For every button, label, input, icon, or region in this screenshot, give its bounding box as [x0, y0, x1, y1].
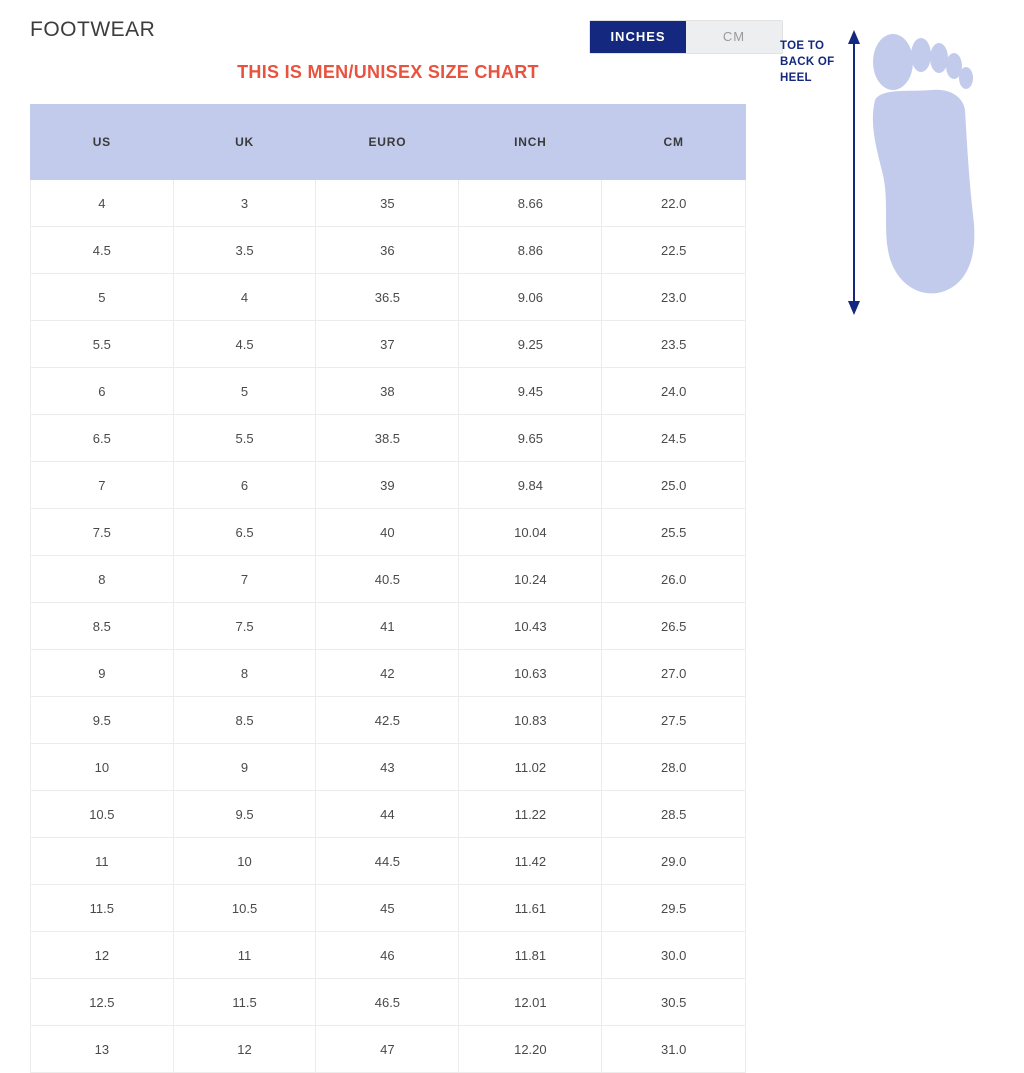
table-cell-inch: 11.02 [459, 744, 602, 791]
table-row [31, 744, 746, 791]
table-cell-cm: 30.5 [602, 979, 746, 1026]
table-cell-us: 12.5 [31, 979, 174, 1026]
table-row [31, 180, 746, 227]
table-cell-us: 7 [31, 462, 174, 509]
table-cell-inch: 11.42 [459, 838, 602, 885]
table-cell-uk: 10 [173, 838, 316, 885]
unit-toggle[interactable] [589, 20, 783, 54]
table-cell-us: 5 [31, 274, 174, 321]
table-cell-uk: 11.5 [173, 979, 316, 1026]
table-cell-inch: 12.01 [459, 979, 602, 1026]
table-row [31, 697, 746, 744]
table-cell-us: 4 [31, 180, 174, 227]
table-header-row [31, 105, 746, 180]
table-cell-uk: 8.5 [173, 697, 316, 744]
table-cell-uk: 9 [173, 744, 316, 791]
table-cell-cm: 27.0 [602, 650, 746, 697]
table-row [31, 274, 746, 321]
table-row [31, 791, 746, 838]
table-row [31, 932, 746, 979]
table-cell-us: 8 [31, 556, 174, 603]
table-cell-inch: 9.45 [459, 368, 602, 415]
table-cell-uk: 4 [173, 274, 316, 321]
column-header-us: US [31, 105, 174, 180]
table-cell-euro: 44 [316, 791, 459, 838]
table-row [31, 368, 746, 415]
column-header-cm: CM [602, 105, 746, 180]
table-row [31, 415, 746, 462]
table-cell-inch: 11.22 [459, 791, 602, 838]
table-row [31, 321, 746, 368]
table-cell-uk: 6 [173, 462, 316, 509]
table-row [31, 556, 746, 603]
double-arrow-vertical-icon [844, 30, 864, 315]
table-row [31, 227, 746, 274]
table-row [31, 509, 746, 556]
table-cell-cm: 23.0 [602, 274, 746, 321]
table-cell-cm: 25.0 [602, 462, 746, 509]
table-cell-euro: 44.5 [316, 838, 459, 885]
table-cell-us: 12 [31, 932, 174, 979]
table-cell-uk: 10.5 [173, 885, 316, 932]
unit-button-cm[interactable]: CM [686, 21, 782, 53]
table-cell-inch: 10.24 [459, 556, 602, 603]
table-cell-us: 4.5 [31, 227, 174, 274]
table-cell-euro: 46 [316, 932, 459, 979]
table-cell-cm: 28.0 [602, 744, 746, 791]
table-cell-uk: 5 [173, 368, 316, 415]
table-cell-euro: 40.5 [316, 556, 459, 603]
table-cell-euro: 45 [316, 885, 459, 932]
table-cell-cm: 24.5 [602, 415, 746, 462]
table-cell-euro: 37 [316, 321, 459, 368]
table-cell-uk: 12 [173, 1026, 316, 1073]
table-cell-euro: 41 [316, 603, 459, 650]
table-row [31, 979, 746, 1026]
table-cell-euro: 42.5 [316, 697, 459, 744]
table-cell-us: 10 [31, 744, 174, 791]
table-cell-uk: 11 [173, 932, 316, 979]
unit-button-inches[interactable]: INCHES [590, 21, 686, 53]
table-cell-euro: 47 [316, 1026, 459, 1073]
table-cell-us: 10.5 [31, 791, 174, 838]
table-cell-inch: 10.43 [459, 603, 602, 650]
table-cell-us: 11 [31, 838, 174, 885]
table-cell-inch: 12.20 [459, 1026, 602, 1073]
table-cell-uk: 3.5 [173, 227, 316, 274]
table-cell-euro: 35 [316, 180, 459, 227]
table-cell-us: 11.5 [31, 885, 174, 932]
table-cell-euro: 38 [316, 368, 459, 415]
table-cell-us: 6 [31, 368, 174, 415]
table-cell-euro: 40 [316, 509, 459, 556]
table-row [31, 838, 746, 885]
chart-subtitle: THIS IS MEN/UNISEX SIZE CHART [237, 62, 539, 82]
column-header-inch: INCH [459, 105, 602, 180]
table-cell-uk: 7 [173, 556, 316, 603]
table-cell-inch: 9.84 [459, 462, 602, 509]
table-cell-cm: 29.0 [602, 838, 746, 885]
table-cell-uk: 3 [173, 180, 316, 227]
table-cell-us: 8.5 [31, 603, 174, 650]
table-body [31, 180, 746, 1073]
table-cell-cm: 29.5 [602, 885, 746, 932]
table-cell-euro: 46.5 [316, 979, 459, 1026]
table-cell-inch: 8.66 [459, 180, 602, 227]
diagram-label: TOE TO BACK OF HEEL [780, 40, 835, 84]
table-row [31, 603, 746, 650]
table-cell-cm: 30.0 [602, 932, 746, 979]
table-cell-cm: 23.5 [602, 321, 746, 368]
table-cell-inch: 9.65 [459, 415, 602, 462]
column-header-uk: UK [173, 105, 316, 180]
table-row [31, 650, 746, 697]
table-row [31, 885, 746, 932]
table-cell-inch: 10.63 [459, 650, 602, 697]
size-table [30, 104, 746, 1073]
column-header-euro: EURO [316, 105, 459, 180]
table-cell-cm: 28.5 [602, 791, 746, 838]
table-cell-us: 13 [31, 1026, 174, 1073]
table-cell-inch: 10.83 [459, 697, 602, 744]
table-cell-cm: 22.5 [602, 227, 746, 274]
foot-measurement-diagram [770, 20, 1010, 320]
table-cell-us: 5.5 [31, 321, 174, 368]
table-cell-inch: 11.81 [459, 932, 602, 979]
table-cell-us: 9 [31, 650, 174, 697]
table-cell-uk: 7.5 [173, 603, 316, 650]
table-cell-euro: 36 [316, 227, 459, 274]
table-cell-uk: 4.5 [173, 321, 316, 368]
table-cell-inch: 10.04 [459, 509, 602, 556]
table-cell-uk: 9.5 [173, 791, 316, 838]
table-row [31, 1026, 746, 1073]
table-cell-inch: 11.61 [459, 885, 602, 932]
table-cell-inch: 8.86 [459, 227, 602, 274]
table-cell-inch: 9.06 [459, 274, 602, 321]
table-cell-uk: 5.5 [173, 415, 316, 462]
table-cell-euro: 39 [316, 462, 459, 509]
table-cell-cm: 22.0 [602, 180, 746, 227]
table-row [31, 462, 746, 509]
table-cell-cm: 24.0 [602, 368, 746, 415]
page-title: FOOTWEAR [30, 18, 156, 41]
table-cell-euro: 38.5 [316, 415, 459, 462]
table-cell-us: 9.5 [31, 697, 174, 744]
table-cell-us: 7.5 [31, 509, 174, 556]
table-cell-cm: 25.5 [602, 509, 746, 556]
table-cell-cm: 31.0 [602, 1026, 746, 1073]
foot-outline-icon [865, 30, 985, 315]
table-cell-cm: 27.5 [602, 697, 746, 744]
table-cell-cm: 26.0 [602, 556, 746, 603]
table-cell-cm: 26.5 [602, 603, 746, 650]
table-cell-euro: 42 [316, 650, 459, 697]
table-cell-inch: 9.25 [459, 321, 602, 368]
table-cell-us: 6.5 [31, 415, 174, 462]
table-cell-uk: 8 [173, 650, 316, 697]
table-cell-uk: 6.5 [173, 509, 316, 556]
table-cell-euro: 43 [316, 744, 459, 791]
table-cell-euro: 36.5 [316, 274, 459, 321]
